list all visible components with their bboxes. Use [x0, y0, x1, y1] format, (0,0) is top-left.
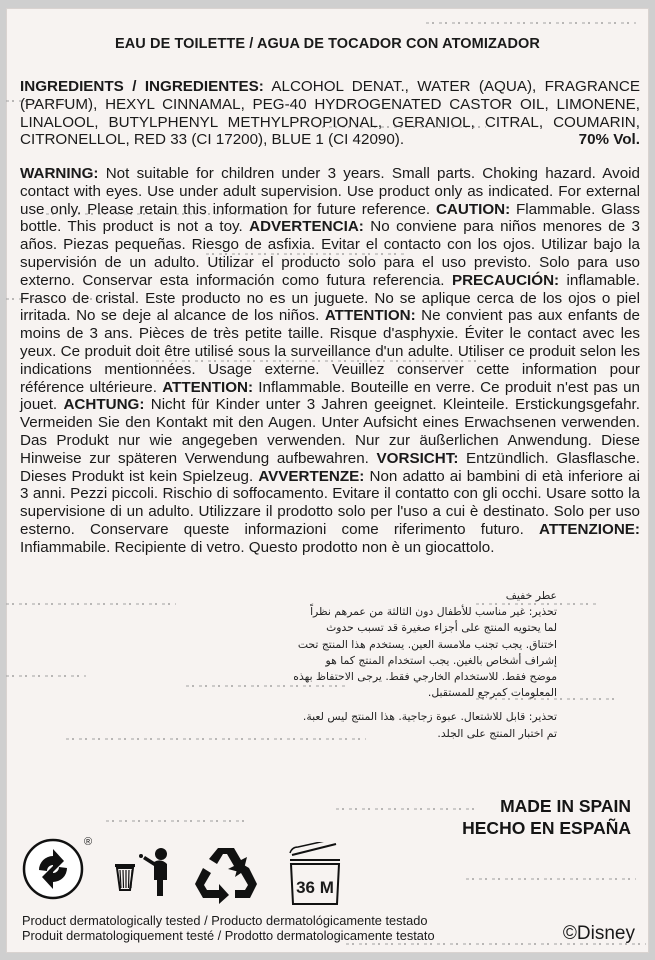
- tested-line: Produit dermatologiquement testé / Prodotto dermatologicamente testato: [22, 927, 435, 943]
- registered-mark: ®: [84, 836, 93, 848]
- warnings-block: [20, 165, 640, 557]
- caution-label-de: VORSICHT:: [376, 449, 459, 467]
- made-in-en: MADE IN SPAIN: [500, 796, 631, 816]
- arabic-warnings: [157, 588, 557, 742]
- arabic-line: تحذير: غير مناسب للأطفال دون الثالثة من عمرهم نظراً: [310, 605, 557, 619]
- tidyman-icon: [109, 844, 181, 900]
- arabic-caution-line: تم اختبار المنتج على الجلد.: [437, 726, 557, 740]
- arabic-line: عطر خفيف: [505, 589, 557, 602]
- scan-streak: [6, 603, 176, 605]
- ingredients-text: ALCOHOL DENAT., WATER (AQUA), FRAGRANCE (PARFUM), HEXYL CINNAMAL, PEG-40 HYDROGENATED CASTOR OIL, LIMONENE, LINALOOL, BUTYLPHENYL METHYLPROPIONAL, GERANIOL, CITRAL, COUMARIN, CITRONELLOL, RED 33 (CI 17200), BLUE 1 (CI 42090).: [20, 78, 640, 149]
- pao-label: 36 M: [296, 878, 334, 897]
- ingredients-block: [20, 78, 640, 149]
- scan-streak: [426, 22, 636, 24]
- caution-label-es: PRECAUCIÓN:: [451, 271, 560, 289]
- warning-text-it: Non adatto ai bambini di età inferiore ai 3 anni. Pezzi piccoli. Rischio di soffocamento. Evitare il contatto con gli occhi. Usare sotto la supervisione di un adulto. Utilizzare il prodotto solo per l'uso a cui è destinato. Solo per uso esterno. Conservare queste informazioni come riferimento futuro.: [20, 467, 640, 538]
- warning-label-it: AVVERTENZE:: [258, 467, 365, 485]
- warning-text-fr: Ne convient pas aux enfants de moins de 3 ans. Pièces de très petite taille. Risque d'asphyxie. Éviter le contact avec les yeux. Ce produit doit être utilisé sous la surveillance d'un adulte. Utiliser ce produit selon les indications mentionnées. Usage externe. Veuillez conserver cette information pour référence ultérieure.: [20, 307, 640, 396]
- green-dot-icon: [22, 838, 84, 900]
- warning-text-es: No conviene para niños menores de 3 años. Piezas pequeñas. Riesgo de asfixia. Evitar el contacto con los ojos. Utilizar bajo la supervisión de un adulto. Utilizar el producto solo para el uso previsto. Solo para uso externo. Conservar esta información como futura referencia.: [20, 218, 640, 289]
- brand-copyright: ©Disney: [562, 923, 635, 944]
- warning-text-de: Nicht für Kinder unter 3 Jahren geeignet. Kleinteile. Erstickungsgefahr. Vermeiden Sie den Kontakt mit den Augen. Unter Aufsicht eines Erwachsenen verwenden. Das Produkt nur wie angegeben verwenden. Nur zur äußerlichen Anwendung. Diese Hinweise zur späteren Verwendung aufbewahren.: [20, 396, 640, 467]
- period-after-opening-icon: [286, 842, 344, 906]
- caution-text-fr: Inflammable. Bouteille en verre. Ce produit n'est pas un jouet.: [20, 378, 641, 414]
- caution-text-es: inflamable. Frasco de cristal. Este producto no es un juguete. No se aplique cerca de los ojos o piel irritada. No se deje al alcance de los niños.: [20, 271, 640, 325]
- arabic-line: موضح فقط. للاستخدام الخارجي فقط. يرجى الاحتفاظ بهذه: [293, 670, 557, 684]
- package-back-panel: [6, 8, 649, 953]
- caution-text-en: Flammable. Glass bottle. This product is not a toy.: [20, 200, 640, 236]
- scan-streak: [466, 878, 636, 880]
- arabic-caution-line: تحذير: قابل للاشتعال. عبوة زجاجية. هذا المنتج ليس لعبة.: [302, 710, 557, 724]
- caution-text-de: Entzündlich. Glasflasche. Dieses Produkt ist kein Spielzeug.: [20, 449, 640, 485]
- alcohol-volume: 70% Vol.: [578, 131, 640, 149]
- scan-streak: [106, 820, 246, 822]
- scan-streak: [336, 808, 476, 810]
- warning-label-fr: ATTENTION:: [324, 307, 416, 325]
- arabic-line: اختناق. يجب تجنب ملامسة العين. يستخدم هذا المنتج تحت: [297, 637, 557, 651]
- made-in-es: HECHO EN ESPAÑA: [462, 818, 631, 838]
- dermatological-tested-note: [22, 914, 435, 943]
- caution-label-it: ATTENZIONE:: [539, 520, 640, 538]
- country-of-origin: [462, 795, 631, 839]
- caution-label-en: CAUTION:: [435, 200, 511, 218]
- arabic-line: إشراف أشخاص بالغين. يجب استخدام المنتج كما هو: [325, 653, 557, 667]
- tested-line: Product dermatologically tested / Producto dermatológicamente testado: [22, 913, 428, 928]
- ingredients-label: INGREDIENTS / INGREDIENTES:: [20, 78, 264, 95]
- warning-label-de: ACHTUNG:: [63, 396, 145, 414]
- warning-text-en: Not suitable for children under 3 years. Small parts. Choking hazard. Avoid contact with eyes. Use under adult supervision. Use product only as indicated. For external use only. Please retain this information for future reference.: [20, 165, 640, 218]
- product-title: EAU DE TOILETTE / AGUA DE TOCADOR CON ATOMIZADOR: [114, 36, 541, 52]
- arabic-line: المعلومات كمرجع للمستقبل.: [427, 686, 557, 700]
- arabic-line: لما يحتويه المنتج على أجزاء صغيرة قد تسبب حدوث: [326, 621, 557, 635]
- recycle-icon: [191, 842, 261, 906]
- scan-streak: [6, 675, 86, 677]
- warning-label-es: ADVERTENCIA:: [249, 218, 364, 236]
- spacer: [157, 701, 557, 709]
- warning-label-en: WARNING:: [20, 165, 99, 182]
- caution-label-fr: ATTENTION:: [162, 378, 254, 396]
- caution-text-it: Infiammabile. Recipiente di vetro. Questo prodotto non è un giocattolo.: [20, 538, 495, 556]
